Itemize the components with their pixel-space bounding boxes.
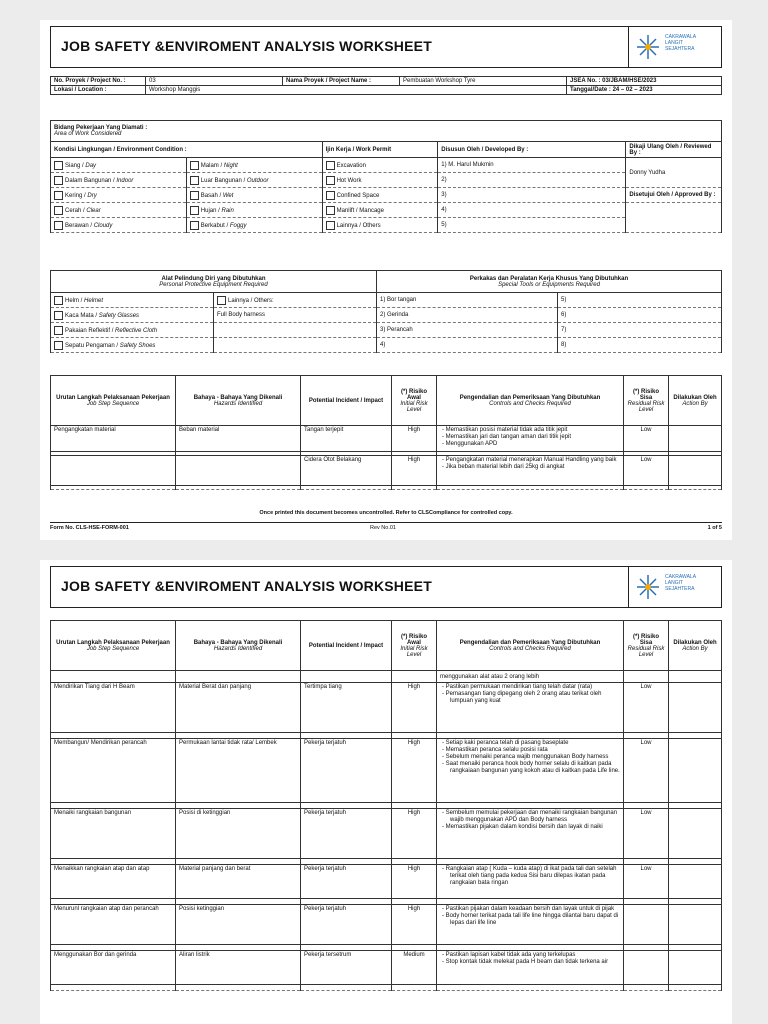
doc-title: JOB SAFETY &ENVIROMENT ANALYSIS WORKSHEET — [61, 38, 432, 54]
control-item: - Stop kontak tidak melekat pada H beam dan tidak terkena air — [442, 959, 609, 965]
empty-cell — [176, 486, 301, 490]
permit-label: Confined Space — [336, 192, 380, 199]
ppe-item: Pakaian Reflektif — [65, 327, 111, 334]
empty-cell — [669, 486, 722, 490]
col-action-en: Action By — [682, 400, 708, 407]
ppe-item-en: Safety Shoes — [119, 342, 156, 349]
empty-cell — [392, 985, 437, 991]
table-row — [51, 865, 722, 899]
empty-cell — [392, 486, 437, 490]
col-controls-en: Controls and Checks Required — [489, 400, 571, 407]
control-item: - Pengangkatan material menerapkan Manual Handling yang baik — [442, 457, 617, 463]
project-no-value: 03 — [146, 77, 283, 86]
col-step: Urutan Langkah Pelaksanaan Pekerjaan — [56, 639, 170, 646]
hazard — [176, 456, 301, 486]
job-step: Menaiki rangkaian bangunan — [51, 809, 176, 859]
ppe-other-item: Full Body harness — [214, 308, 377, 323]
residual-risk: Low — [624, 456, 669, 486]
residual-risk: Low — [624, 426, 669, 452]
col-risk2: (*) Risiko Sisa — [632, 388, 659, 401]
checkbox-excavation[interactable] — [326, 161, 335, 170]
env-label: Luar Bangunan — [200, 177, 242, 184]
col-controls-en: Controls and Checks Required — [489, 645, 571, 652]
col-hazard-en: Hazards Identified — [213, 400, 263, 407]
project-info-table — [50, 76, 722, 95]
checkbox-day[interactable] — [54, 161, 63, 170]
spacer-row — [51, 486, 722, 490]
area-label: Bidang Pekerjaan Yang Diamati : — [54, 125, 148, 131]
hazard: Aliran listrik — [176, 951, 301, 985]
empty-cell — [301, 985, 392, 991]
col-impact: Potential Incident / Impact — [301, 376, 392, 426]
env-label-en: Wet — [222, 192, 234, 199]
action-by — [669, 865, 722, 899]
impact: Tangan terjepit — [301, 426, 392, 452]
action-by — [669, 456, 722, 486]
continued-control-text: menggunakan alat atau 2 orang lebih — [437, 671, 624, 683]
impact: Tertimpa tiang — [301, 683, 392, 733]
env-label: Malam — [200, 162, 219, 169]
env-label: Dalam Bangunan — [65, 177, 112, 184]
table-row — [51, 951, 722, 985]
reviewer-name: Donny Yudha — [626, 158, 722, 188]
col-risk2: (*) Risiko Sisa — [632, 633, 659, 646]
env-label-en: Foggy — [229, 222, 247, 229]
residual-risk: Low — [624, 683, 669, 733]
developer-5: 5) — [438, 218, 626, 233]
col-step-en: Job Step Sequence — [86, 645, 140, 652]
empty-cell — [437, 486, 624, 490]
env-label-en: Outdoor — [246, 177, 269, 184]
impact: Pekerja terjatuh — [301, 739, 392, 803]
permit-label: Hot Work — [336, 177, 362, 184]
empty-cell — [624, 985, 669, 991]
worksheet-page-1 — [40, 20, 732, 540]
env-label-en: Clear — [86, 207, 101, 214]
jsa-table-page1 — [50, 375, 722, 490]
table-row — [51, 905, 722, 945]
control-item: - Saat menaiki peranca hook body horner selalu di kaitkan pada rangkaiaan bangunan yang kokoh atau di kaitkan pada Life line. — [442, 761, 620, 774]
job-step: Menggunakan Bor dan gerinda — [51, 951, 176, 985]
env-label: Kering — [65, 192, 83, 199]
col-action: Dilakukan Oleh — [673, 639, 717, 646]
controls — [437, 456, 624, 486]
control-item: - Memastikan peranca selalu posisi rata — [442, 747, 548, 753]
checkbox-wet[interactable] — [190, 191, 199, 200]
table-row — [51, 809, 722, 859]
project-name-label: Nama Proyek / Project Name : — [283, 77, 400, 86]
action-by — [669, 809, 722, 859]
col-controls: Pengendalian dan Pemeriksaan Yang Dibutuhkan — [459, 639, 601, 646]
logo-line1: CAKRAWALA — [665, 34, 697, 40]
developer-2: 2) — [438, 173, 626, 188]
hazard: Material Berat dan panjang — [176, 683, 301, 733]
ppe-label: Alat Pelindung Diri yang Dibutuhkan — [161, 275, 266, 282]
col-risk2-en: Residual Risk Level — [627, 645, 665, 658]
env-label: Berkabut — [200, 222, 225, 229]
col-hazard-en: Hazards Identified — [213, 645, 263, 652]
rev-number: Rev No.01 — [370, 525, 396, 531]
permit-label: Excavation — [336, 162, 366, 169]
control-item: - Pastikan permukaan mendirikan tiang telah datar (rata) — [442, 684, 593, 690]
ppe-item: Kaca Mata — [65, 312, 94, 319]
logo-line2: LANGIT — [665, 580, 684, 586]
col-risk1: (*) Risiko Awal — [400, 388, 427, 401]
ppe-item-en: Helmet — [84, 297, 104, 304]
env-label: Basah — [200, 192, 218, 199]
developer-1: 1) M. Harul Mukmin — [438, 158, 626, 173]
empty-cell — [301, 486, 392, 490]
job-step: Menaikkan rangkaian atap dan atap — [51, 865, 176, 899]
empty-cell — [437, 985, 624, 991]
job-step: Mendirikan Tiang dari H Beam — [51, 683, 176, 733]
checkbox-others-ppe[interactable] — [217, 296, 226, 305]
developer-4: 4) — [438, 203, 626, 218]
col-step-en: Job Step Sequence — [86, 400, 140, 407]
residual-risk — [624, 905, 669, 945]
initial-risk: High — [392, 456, 437, 486]
control-item: - Memastikan jari dan tangan aman dari titik jepit — [442, 434, 572, 440]
env-label: Cerah — [65, 207, 82, 214]
col-action: Dilakukan Oleh — [673, 394, 717, 401]
checkbox-helmet[interactable] — [54, 296, 63, 305]
col-risk1-en: Initial Risk Level — [400, 400, 428, 413]
initial-risk: High — [392, 739, 437, 803]
project-no-label: No. Proyek / Project No. : — [51, 77, 146, 86]
impact: Pekerja terjatuh — [301, 905, 392, 945]
impact: Pekerja terjatuh — [301, 809, 392, 859]
env-label: Berawan — [65, 222, 89, 229]
location-label: Lokasi / Location : — [51, 86, 146, 95]
checkbox-night[interactable] — [190, 161, 199, 170]
job-step: Menurunl rangkaian atap dan perancah — [51, 905, 176, 945]
hazard: Posisi ketinggian — [176, 905, 301, 945]
approved-by-label: Disetujui Oleh / Approved By : — [626, 188, 722, 203]
initial-risk: High — [392, 426, 437, 452]
action-by — [669, 951, 722, 985]
checkbox-rain[interactable] — [190, 206, 199, 215]
company-logo-2 — [628, 567, 721, 607]
checkbox-manlift[interactable] — [326, 206, 335, 215]
checkbox-hot-work[interactable] — [326, 176, 335, 185]
residual-risk: Low — [624, 865, 669, 899]
control-item: - Pastikan lapisan kabel tidak ada yang terkelupas — [442, 952, 576, 958]
env-label-en: Cloudy — [93, 222, 113, 229]
jsea-label: JSEA No. : — [570, 78, 601, 84]
env-label: Hujan — [200, 207, 217, 214]
job-step: Membangun/ Mendirikan perancah — [51, 739, 176, 803]
tool-6: 6) — [558, 308, 722, 323]
checkbox-confined-space[interactable] — [326, 191, 335, 200]
reviewed-by-label: Dikaji Ulang Oleh / Reviewed By : — [626, 142, 722, 158]
logo-line3: SEJAHTERA — [665, 586, 695, 592]
col-hazard: Bahaya - Bahaya Yang Dikenali — [193, 639, 283, 646]
ppe-others-label: Lainnya / Others: — [228, 297, 274, 304]
control-item: - Body horner terikat pada tali life line hingga dilantai baru dapat di lepas dari life line — [442, 913, 619, 926]
checkbox-indoor[interactable] — [54, 176, 63, 185]
table-row — [51, 426, 722, 452]
doc-title-2: JOB SAFETY &ENVIROMENT ANALYSIS WORKSHEET — [61, 578, 432, 594]
empty-cell — [176, 985, 301, 991]
initial-risk: High — [392, 809, 437, 859]
logo-line3: SEJAHTERA — [665, 46, 695, 52]
env-label-en: Dry — [87, 192, 97, 199]
empty-cell — [51, 486, 176, 490]
col-controls: Pengendalian dan Pemeriksaan Yang Dibutuhkan — [459, 394, 601, 401]
developed-by-label: Disusun Oleh / Developed By : — [438, 142, 626, 158]
env-label-en: Night — [223, 162, 238, 169]
table-row — [51, 683, 722, 733]
jsea-value: 03/JBAM/HSE/2023 — [602, 78, 657, 84]
hazard: Permukaan lantai tidak rata/ Lembek — [176, 739, 301, 803]
control-item: - Pemasangan tiang dipegang oleh 2 orang atau terikat oleh lumpuan yang kuat — [442, 691, 602, 704]
control-item: - Jika beban material lebih dari 25kg di angkat — [442, 464, 565, 470]
checkbox-foggy[interactable] — [190, 221, 199, 230]
control-item: - Pastikan pijakan dalam keadaan bersih dan layak untuk di pijak — [442, 906, 615, 912]
star-logo-icon — [635, 33, 661, 61]
control-item: - Memastikan posisi material tidak ada titik jepit — [442, 427, 568, 433]
form-number: Form No. CLS-HSE-FORM-001 — [50, 525, 129, 531]
logo-line2: LANGIT — [665, 40, 684, 46]
tools-label-en: Special Tools or Equipments Required — [498, 281, 600, 288]
permit-label: Manlift / Mancage — [336, 207, 384, 214]
col-step: Urutan Langkah Pelaksanaan Pekerjaan — [56, 394, 170, 401]
page-footer — [50, 522, 722, 531]
control-item: - Rangkaian atap ( Kuda – kuda atap) di ikat pada tali dan setelah terikat oleh tiang pada kedua Sisi baru dilepas ikatan pada rangkaian bata ringan — [442, 866, 617, 886]
env-label-en: Indoor — [116, 177, 134, 184]
initial-risk: High — [392, 865, 437, 899]
checkbox-clear[interactable] — [54, 206, 63, 215]
ppe-item-en: Reflective Cloth — [115, 327, 158, 334]
col-risk1: (*) Risiko Awal — [400, 633, 427, 646]
checkbox-glasses[interactable] — [54, 311, 63, 320]
page-number: 1 of 5 — [707, 525, 722, 531]
hazard: Material panjang dan berat — [176, 865, 301, 899]
area-table: Bidang Pekerjaan Yang Diamati : Area of Work Considered Kondisi Lingkungan / Environment Condition : Ijin Kerja / Work Permit Disusun Oleh / Developed By : Dikaji Ulang Oleh / Reviewed By : Siang / Day Malam / Night Excavation 1) M. Harul Mukmin Donny Yudha Dalam Bangunan / Indoor Luar Bangunan / Outdoor Hot Work 2) Kering / Dry Basah / Wet Confined Space 3) Disetujui Oleh / Approved By : Cerah / Clear Hujan / Rain Manlift / Mancage 4) Berawan / Cloudy Berkabut / Foggy Lainnya / Others 5) — [50, 120, 722, 233]
residual-risk — [624, 951, 669, 985]
job-step: Pengangkatan material — [51, 426, 176, 452]
developer-3: 3) — [438, 188, 626, 203]
initial-risk: High — [392, 905, 437, 945]
checkbox-others[interactable] — [326, 221, 335, 230]
controls — [437, 905, 624, 945]
date-label: Tanggal/Date : — [570, 87, 611, 93]
permit-label: Lainnya / Others — [336, 222, 381, 229]
area-label-en: Area of Work Considered — [54, 131, 122, 137]
controls — [437, 683, 624, 733]
initial-risk: High — [392, 683, 437, 733]
controls — [437, 809, 624, 859]
controls — [437, 865, 624, 899]
star-logo-icon — [635, 573, 661, 601]
ppe-table: Alat Pelindung Diri yang Dibutuhkan Personal Protective Equipment Required Perkakas dan Peralatan Kerja Khusus Yang Dibutuhkan Special Tools or Equipments Required Helm / Helmet Lainnya / Others: 1) Bor tangan 5) Kaca Mata / Safety Glasses Full Body harness 2) Gerinda 6) Pakaian Reflektif / Reflective Cloth 3) Perancah 7) Sepatu Pengaman / Safety Shoes 4) 8) — [50, 270, 722, 353]
env-label: Siang — [65, 162, 81, 169]
tool-1: 1) Bor tangan — [377, 293, 558, 308]
controls — [437, 951, 624, 985]
checkbox-cloudy[interactable] — [54, 221, 63, 230]
table-row — [51, 456, 722, 486]
checkbox-dry[interactable] — [54, 191, 63, 200]
col-risk2-en: Residual Risk Level — [627, 400, 665, 413]
uncontrolled-note: Once printed this document becomes uncontrolled. Refer to CLSCompliance for controlled copy. — [259, 510, 513, 516]
action-by — [669, 426, 722, 452]
tool-8: 8) — [558, 338, 722, 353]
ppe-label-en: Personal Protective Equipment Required — [159, 281, 268, 288]
col-hazard: Bahaya - Bahaya Yang Dikenali — [193, 394, 283, 401]
impact: Cidera Otot Belakang — [301, 456, 392, 486]
logo-line1: CAKRAWALA — [665, 574, 697, 580]
checkbox-outdoor[interactable] — [190, 176, 199, 185]
empty-cell — [624, 486, 669, 490]
approver-name — [626, 203, 722, 233]
ppe-item: Helm — [65, 297, 80, 304]
work-permit-label: Ijin Kerja / Work Permit — [322, 142, 438, 158]
control-item: - Setiap kaki peranca telah di pasang baseplate — [442, 740, 569, 746]
residual-risk: Low — [624, 809, 669, 859]
initial-risk: Medium — [392, 951, 437, 985]
env-condition-label: Kondisi Lingkungan / Environment Condition : — [51, 142, 323, 158]
project-name-value: Pembuatan Workshop Tyre — [400, 77, 567, 86]
env-label-en: Rain — [221, 207, 234, 214]
job-step — [51, 456, 176, 486]
empty-cell — [669, 985, 722, 991]
control-item: - Menggunakan APD — [442, 441, 498, 447]
jsa-table-page2 — [50, 620, 722, 991]
col-impact: Potential Incident / Impact — [301, 621, 392, 671]
env-label-en: Day — [85, 162, 97, 169]
tool-3: 3) Perancah — [377, 323, 558, 338]
tool-7: 7) — [558, 323, 722, 338]
control-item: - Sembelum memulai pekerjaan dan menaiki rangkaian bangunan wajib menggunakan APD dan Body harness — [442, 810, 618, 823]
ppe-item: Sepatu Pengaman — [65, 342, 115, 349]
residual-risk: Low — [624, 739, 669, 803]
worksheet-page-2 — [40, 560, 732, 1024]
page-header — [50, 26, 722, 68]
location-value: Workshop Manggis — [146, 86, 567, 95]
control-item: - Memastikan pijakan dalam kondisi bersih dan layak di naiki — [442, 824, 603, 830]
hazard: Beban material — [176, 426, 301, 452]
controls — [437, 739, 624, 803]
checkbox-shoes[interactable] — [54, 341, 63, 350]
col-action-en: Action By — [682, 645, 708, 652]
empty-cell — [51, 985, 176, 991]
action-by — [669, 683, 722, 733]
impact: Pekerja terjatuh — [301, 865, 392, 899]
date-value: 24 – 02 – 2023 — [612, 87, 653, 93]
page-header-2 — [50, 566, 722, 608]
action-by — [669, 739, 722, 803]
tool-2: 2) Gerinda — [377, 308, 558, 323]
table-row — [51, 739, 722, 803]
impact: Pekerja tersetrum — [301, 951, 392, 985]
tools-label: Perkakas dan Peralatan Kerja Khusus Yang Dibutuhkan — [469, 275, 629, 282]
tool-5: 5) — [558, 293, 722, 308]
hazard: Posisi di ketinggian — [176, 809, 301, 859]
company-logo — [628, 27, 721, 67]
checkbox-reflective[interactable] — [54, 326, 63, 335]
tool-4: 4) — [377, 338, 558, 353]
ppe-item-en: Safety Glasses — [98, 312, 140, 319]
control-item: - Sebelum menaiki peranca wajib menggunakan Body harness — [442, 754, 609, 760]
controls — [437, 426, 624, 452]
action-by — [669, 905, 722, 945]
col-risk1-en: Initial Risk Level — [400, 645, 428, 658]
spacer-row — [51, 985, 722, 991]
